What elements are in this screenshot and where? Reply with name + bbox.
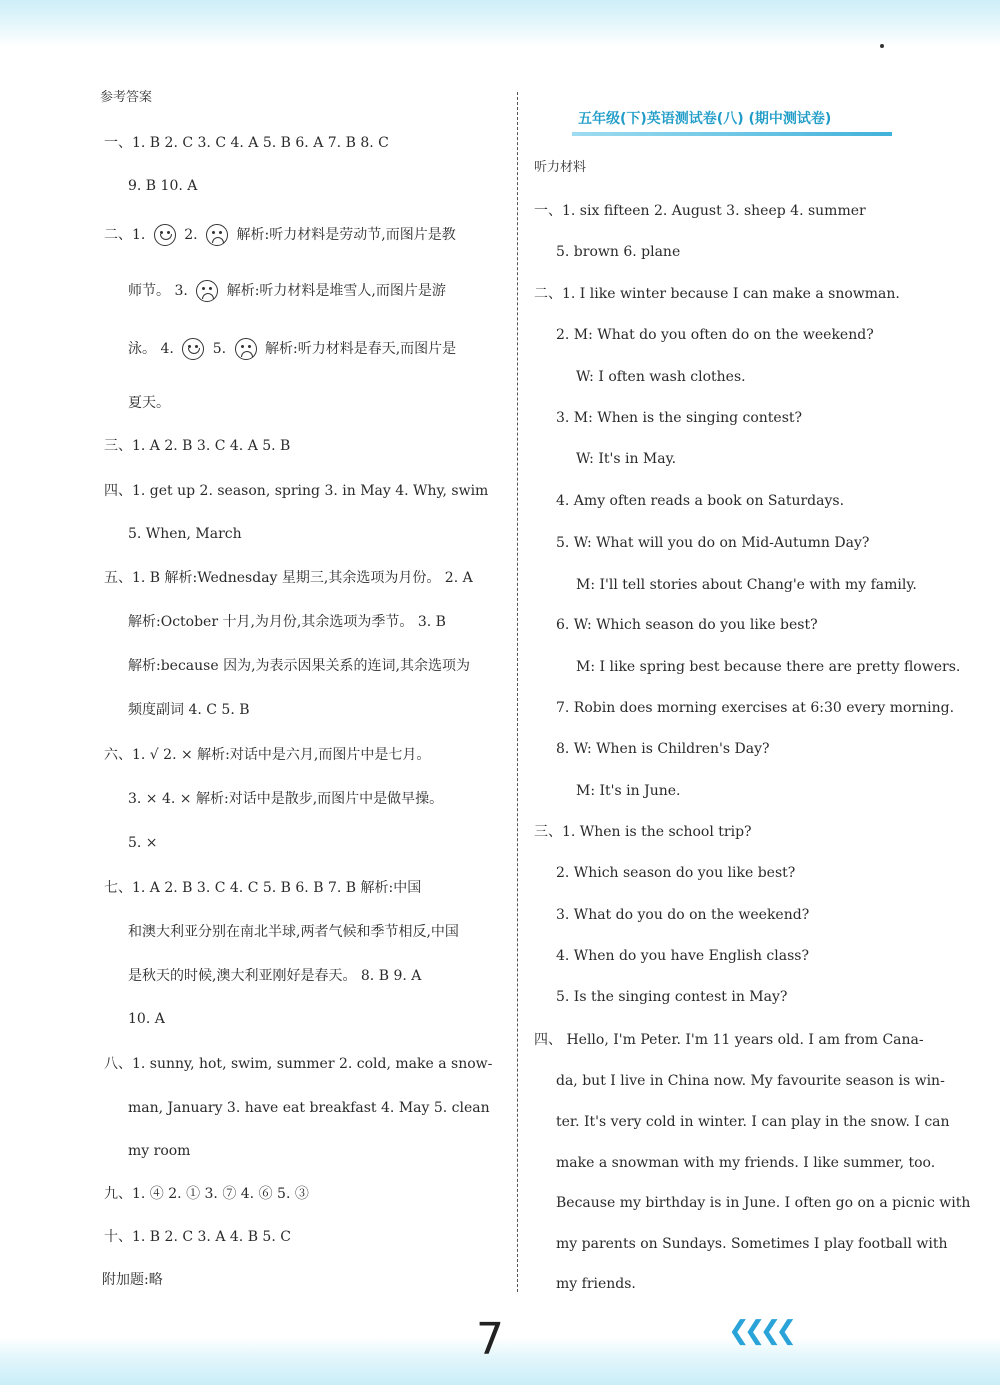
answer-line: 频度副词 4. C 5. B <box>128 702 250 718</box>
answer-line: 5. × <box>128 835 158 851</box>
answer-key-header: 参考答案 <box>100 90 153 105</box>
sad-face-icon <box>196 280 218 302</box>
transcript-line: 4. Amy often reads a book on Saturdays. <box>556 493 845 509</box>
transcript-line: 2. M: What do you often do on the weekend? <box>556 327 874 343</box>
answer-line: 三、1. A 2. B 3. C 4. A 5. B <box>104 438 291 454</box>
answer-line: 是秋天的时候,澳大利亚刚好是春天。 8. B 9. A <box>128 968 422 984</box>
transcript-line: ter. It's very cold in winter. I can play in the snow. I can <box>556 1114 950 1130</box>
arrow-decoration-icon: ❮❮❮❮ <box>728 1316 792 1346</box>
answer-line: 一、1. B 2. C 3. C 4. A 5. B 6. A 7. B 8. C <box>104 135 389 151</box>
sad-face-icon <box>206 224 228 246</box>
transcript-line: 3. What do you do on the weekend? <box>556 907 810 923</box>
explanation-text: 解析:听力材料是春天,而图片是 <box>264 341 457 357</box>
answer-line: 夏天。 <box>128 395 170 411</box>
answer-line: 四、1. get up 2. season, spring 3. in May 4. Why, swim <box>104 483 489 499</box>
transcript-line: W: I often wash clothes. <box>576 369 746 385</box>
explanation-text: 师节。 <box>128 283 170 299</box>
transcript-line: make a snowman with my friends. I like summer, too. <box>556 1155 936 1171</box>
transcript-line: my parents on Sundays. Sometimes I play football with <box>556 1236 948 1252</box>
answer-line: 七、1. A 2. B 3. C 4. C 5. B 6. B 7. B 解析:中国 <box>104 880 422 896</box>
transcript-line: 三、1. When is the school trip? <box>534 824 752 840</box>
corner-dot <box>880 44 884 48</box>
answer-line: 附加题:略 <box>102 1272 163 1288</box>
transcript-line: 3. M: When is the singing contest? <box>556 410 803 426</box>
answer-line: 5. When, March <box>128 526 242 542</box>
transcript-line: 7. Robin does morning exercises at 6:30 every morning. <box>556 700 955 716</box>
explanation-text: 泳。 <box>128 341 156 357</box>
item-number: 3. <box>174 283 188 299</box>
listening-material-header: 听力材料 <box>534 160 587 175</box>
transcript-line: M: It's in June. <box>576 783 681 799</box>
transcript-line: da, but I live in China now. My favourite season is win- <box>556 1073 945 1089</box>
item-number: 2. <box>184 227 198 243</box>
transcript-line: 6. W: Which season do you like best? <box>556 617 818 633</box>
transcript-line: 5. W: What will you do on Mid-Autumn Day? <box>556 535 870 551</box>
explanation-text: 解析:听力材料是劳动节,而图片是教 <box>236 227 456 243</box>
column-divider <box>517 92 518 1292</box>
answer-line: 解析:October 十月,为月份,其余选项为季节。 3. B <box>128 614 446 630</box>
answer-line: 六、1. √ 2. × 解析:对话中是六月,而图片中是七月。 <box>104 747 431 763</box>
transcript-line: 2. Which season do you like best? <box>556 865 796 881</box>
sad-face-icon <box>235 338 257 360</box>
top-decorative-band <box>0 0 1000 46</box>
transcript-line: 二、1. I like winter because I can make a snowman. <box>534 286 900 302</box>
transcript-line: my friends. <box>556 1276 636 1292</box>
answer-line: 十、1. B 2. C 3. A 4. B 5. C <box>104 1229 291 1245</box>
test-paper-title: 五年级(下)英语测试卷(八) (期中测试卷) <box>578 111 832 127</box>
answer-line: 五、1. B 解析:Wednesday 星期三,其余选项为月份。 2. A <box>104 570 473 586</box>
answer-line: 八、1. sunny, hot, swim, summer 2. cold, make a snow- <box>104 1056 493 1072</box>
answer-line-section-2-row-3 <box>128 338 456 360</box>
page-number: 7 <box>476 1314 504 1365</box>
answer-line-section-2-row-2 <box>128 280 446 302</box>
transcript-line: 5. brown 6. plane <box>556 244 681 260</box>
section-2-label: 二、1. <box>104 227 146 243</box>
title-underline <box>572 132 892 136</box>
answer-line: 解析:because 因为,为表示因果关系的连词,其余选项为 <box>128 658 470 674</box>
transcript-line: 一、1. six fifteen 2. August 3. sheep 4. summer <box>534 203 866 219</box>
answer-line: 10. A <box>128 1011 165 1027</box>
answer-line: man, January 3. have eat breakfast 4. May 5. clean <box>128 1100 490 1116</box>
answer-line-section-2-row-1 <box>104 224 456 246</box>
smiley-face-icon <box>182 338 204 360</box>
transcript-line: Because my birthday is in June. I often go on a picnic with <box>556 1195 971 1211</box>
transcript-line: W: It's in May. <box>576 451 677 467</box>
smiley-face-icon <box>154 224 176 246</box>
transcript-line: 5. Is the singing contest in May? <box>556 989 788 1005</box>
answer-line: my room <box>128 1143 191 1159</box>
explanation-text: 解析:听力材料是堆雪人,而图片是游 <box>226 283 446 299</box>
answer-line: 和澳大利亚分别在南北半球,两者气候和季节相反,中国 <box>128 924 459 940</box>
answer-line: 3. × 4. × 解析:对话中是散步,而图片中是做早操。 <box>128 791 444 807</box>
transcript-line: M: I like spring best because there are pretty flowers. <box>576 659 961 675</box>
answer-line: 9. B 10. A <box>128 178 198 194</box>
transcript-line: 8. W: When is Children's Day? <box>556 741 770 757</box>
transcript-line: 四、 Hello, I'm Peter. I'm 11 years old. I am from Cana- <box>534 1032 924 1048</box>
item-number: 4. <box>160 341 174 357</box>
transcript-line: 4. When do you have English class? <box>556 948 809 964</box>
answer-line: 九、1. ④ 2. ① 3. ⑦ 4. ⑥ 5. ③ <box>104 1186 309 1202</box>
transcript-line: M: I'll tell stories about Chang'e with my family. <box>576 577 917 593</box>
item-number: 5. <box>212 341 227 357</box>
